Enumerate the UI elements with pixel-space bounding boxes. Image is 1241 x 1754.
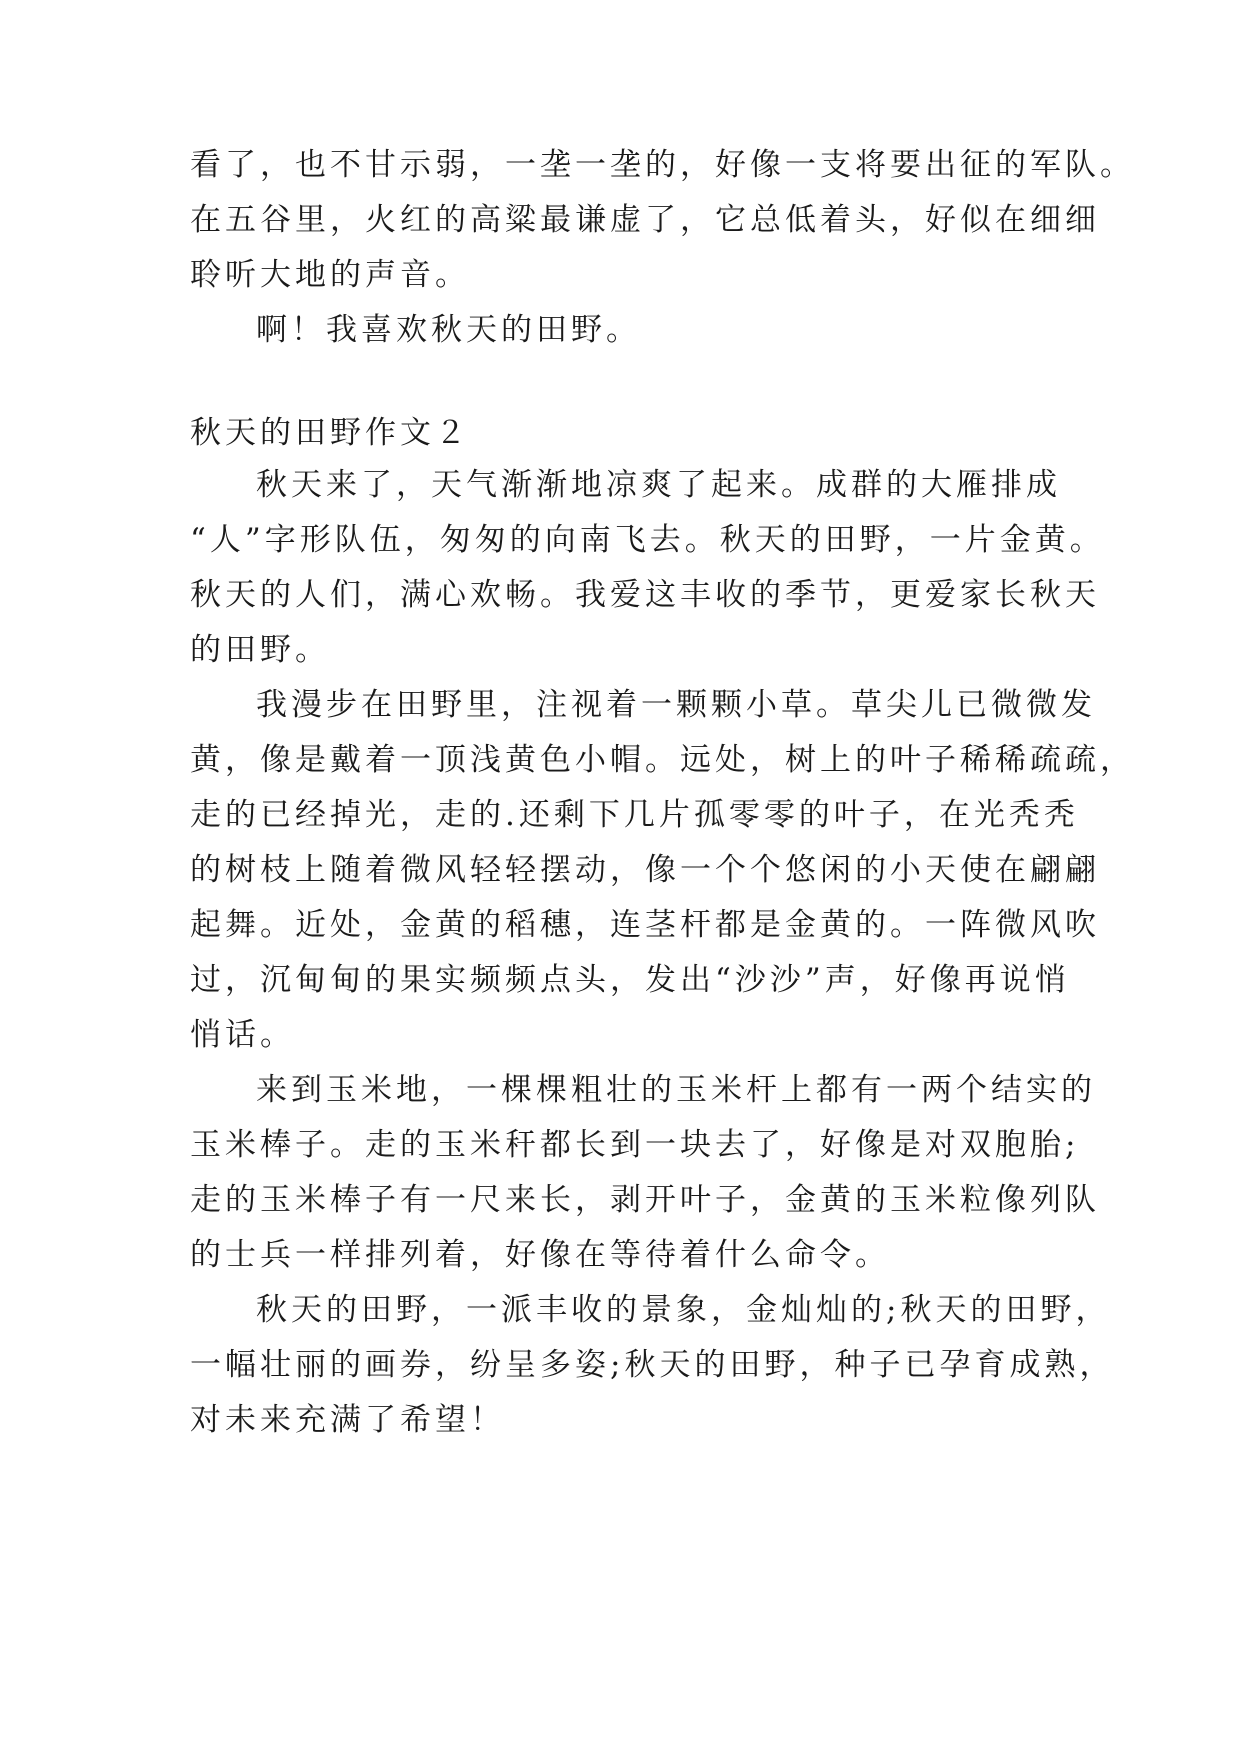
- paragraph-line: 在五谷里，火红的高粱最谦虚了，它总低着头，好似在细细: [190, 202, 1100, 238]
- paragraph-line: 看了，也不甘示弱，一垄一垄的，好像一支将要出征的军队。: [190, 147, 1135, 183]
- paragraph-line: 过，沉甸甸的果实频频点头，发出“沙沙”声，好像再说悄: [190, 962, 1070, 998]
- paragraph-line: “人”字形队伍，匆匆的向南飞去。秋天的田野，一片金黄。: [190, 522, 1105, 558]
- paragraph-line: 啊！我喜欢秋天的田野。: [256, 312, 641, 348]
- paragraph-line: 秋天来了，天气渐渐地凉爽了起来。成群的大雁排成: [256, 467, 1061, 503]
- paragraph-line: 的田野。: [190, 632, 330, 668]
- paragraph-line: 起舞。近处，金黄的稻穗，连茎杆都是金黄的。一阵微风吹: [190, 907, 1100, 943]
- paragraph-line: 的士兵一样排列着，好像在等待着什么命令。: [190, 1237, 890, 1273]
- paragraph-line: 秋天的田野，一派丰收的景象，金灿灿的;秋天的田野，: [256, 1292, 1111, 1328]
- paragraph-line: 黄，像是戴着一顶浅黄色小帽。远处，树上的叶子稀稀疏疏，: [190, 742, 1135, 778]
- paragraph-line: 悄话。: [190, 1017, 295, 1053]
- paragraph-line: 我漫步在田野里，注视着一颗颗小草。草尖儿已微微发: [256, 687, 1096, 723]
- paragraph-line: 的树枝上随着微风轻轻摆动，像一个个悠闲的小天使在翩翩: [190, 852, 1100, 888]
- paragraph-line: 走的玉米棒子有一尺来长，剥开叶子，金黄的玉米粒像列队: [190, 1182, 1100, 1218]
- paragraph-line: 一幅壮丽的画券，纷呈多姿;秋天的田野，种子已孕育成熟，: [190, 1347, 1115, 1383]
- paragraph-line: 对未来充满了希望！: [190, 1402, 505, 1438]
- paragraph-line: 聆听大地的声音。: [190, 257, 470, 293]
- paragraph-line: 秋天的人们，满心欢畅。我爱这丰收的季节，更爱家长秋天: [190, 577, 1100, 613]
- paragraph-line: 玉米棒子。走的玉米秆都长到一块去了，好像是对双胞胎;: [190, 1127, 1080, 1163]
- section-heading: 秋天的田野作文２: [190, 415, 470, 451]
- paragraph-line: 走的已经掉光，走的.还剩下几片孤零零的叶子，在光秃秃: [190, 797, 1079, 833]
- paragraph-line: 来到玉米地，一棵棵粗壮的玉米杆上都有一两个结实的: [256, 1072, 1096, 1108]
